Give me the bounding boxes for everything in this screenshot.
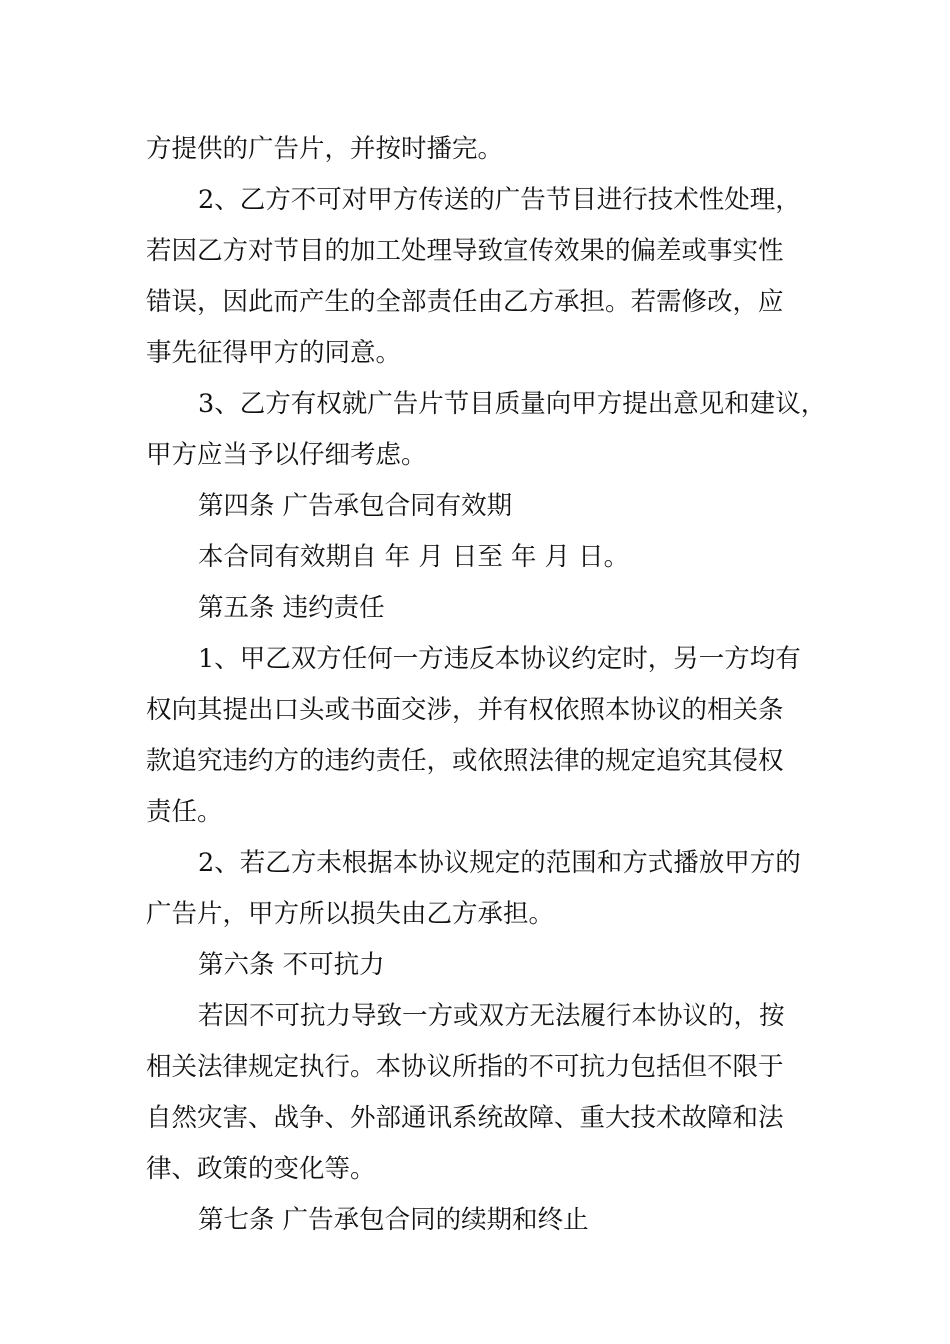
text-line: 相关法律规定执行。本协议所指的不可抗力包括但不限于 — [146, 1052, 784, 1082]
text-line: 2、若乙方未根据本协议规定的范围和方式播放甲方的 — [198, 848, 801, 878]
text-line: 自然灾害、战争、外部通讯系统故障、重大技术故障和法 — [146, 1103, 784, 1133]
text-line: 错误，因此而产生的全部责任由乙方承担。若需修改，应 — [146, 287, 784, 317]
text-line: 1、甲乙双方任何一方违反本协议约定时，另一方均有 — [198, 644, 801, 674]
text-line: 方提供的广告片，并按时播完。 — [146, 134, 504, 164]
document-body — [146, 124, 827, 1246]
text-line: 权向其提出口头或书面交涉，并有权依照本协议的相关条 — [146, 695, 784, 725]
text-line: 本合同有效期自 年 月 日至 年 月 日。 — [198, 542, 630, 572]
text-line: 责任。 — [146, 797, 223, 827]
text-line: 3、乙方有权就广告片节目质量向甲方提出意见和建议， — [198, 389, 827, 419]
text-line: 若因乙方对节目的加工处理导致宣传效果的偏差或事实性 — [146, 236, 784, 266]
text-line: 甲方应当予以仔细考虑。 — [146, 440, 427, 470]
section-heading: 第四条 广告承包合同有效期 — [198, 491, 513, 521]
text-line: 广告片，甲方所以损失由乙方承担。 — [146, 899, 555, 929]
section-heading: 第五条 违约责任 — [198, 593, 385, 623]
text-line: 2、乙方不可对甲方传送的广告节目进行技术性处理， — [198, 185, 801, 215]
text-line: 律、政策的变化等。 — [146, 1154, 376, 1184]
text-line: 若因不可抗力导致一方或双方无法履行本协议的，按 — [198, 1001, 785, 1031]
section-heading: 第七条 广告承包合同的续期和终止 — [198, 1205, 589, 1235]
text-line: 款追究违约方的违约责任，或依照法律的规定追究其侵权 — [146, 746, 784, 776]
section-heading: 第六条 不可抗力 — [198, 950, 385, 980]
text-line: 事先征得甲方的同意。 — [146, 338, 402, 368]
